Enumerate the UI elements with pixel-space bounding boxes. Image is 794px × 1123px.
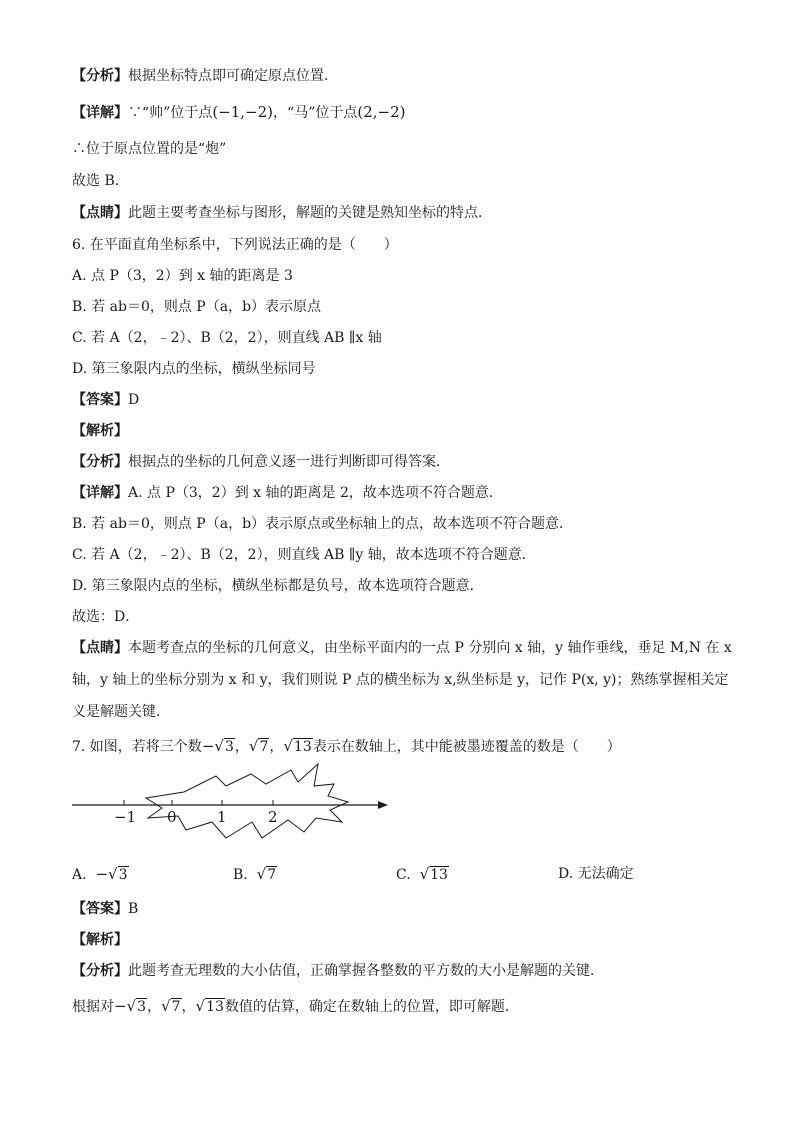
separator: ， bbox=[269, 739, 284, 755]
point-ma: (2,−2) bbox=[357, 103, 406, 121]
q6-choice: 故选：D． bbox=[72, 609, 140, 625]
minus-sign: − bbox=[114, 997, 127, 1015]
q6-option-d: D. 第三象限内点的坐标，横纵坐标同号 bbox=[72, 361, 316, 377]
tick-label-neg1: −1 bbox=[114, 808, 137, 826]
answer-tag: 【答案】 bbox=[72, 392, 128, 408]
sqrt-13: √13 bbox=[283, 737, 312, 755]
choice-line: 故选 B． bbox=[72, 173, 129, 189]
dianjing-line bbox=[72, 203, 492, 223]
conclusion-line: ∴位于原点位置的是“炮” bbox=[72, 141, 227, 157]
sqrt-3: √3 bbox=[126, 997, 147, 1015]
q6-detail-4: D. 第三象限内点的坐标，横纵坐标都是负号，故本选项符合题意． bbox=[72, 578, 484, 594]
answer-value: D bbox=[128, 392, 140, 408]
number-line-figure bbox=[66, 760, 396, 850]
sqrt-7: √7 bbox=[161, 997, 181, 1015]
q6-detail-3: C. 若 A（2，﹣2）、B（2，2），则直线 AB ∥y 轴，故本选项不符合题意． bbox=[72, 547, 536, 563]
q7-estimate-line bbox=[72, 996, 519, 1017]
q6-dianjing-3: 义是解题关键． bbox=[72, 704, 170, 720]
tick-label-1: 1 bbox=[217, 808, 227, 826]
q6-stem: 6. 在平面直角坐标系中，下列说法正确的是（ ） bbox=[72, 237, 398, 253]
q6-analysis bbox=[72, 452, 450, 472]
analysis-line bbox=[72, 66, 338, 86]
radicand-13: 13 bbox=[293, 739, 312, 755]
q7-analysis bbox=[72, 961, 604, 981]
radicand-7: 7 bbox=[267, 867, 277, 883]
answer-value: B bbox=[128, 901, 139, 917]
option-letter: B. bbox=[233, 867, 248, 883]
sqrt-3: √3 bbox=[108, 865, 128, 883]
radicand-7: 7 bbox=[259, 739, 269, 755]
dianjing-text: 本题考查点的坐标的几何意义，由坐标平面内的一点 P 分别向 x 轴，y 轴作垂线，垂足 M,N 在 x bbox=[128, 640, 732, 656]
q7-stem-suffix: 表示在数轴上，其中能被墨迹覆盖的数是（ ） bbox=[312, 739, 621, 755]
sqrt-3: √3 bbox=[214, 737, 234, 755]
q6-answer bbox=[72, 390, 139, 410]
minus-sign: − bbox=[95, 865, 109, 883]
option-letter: C. bbox=[396, 867, 411, 883]
detail-text: A. 点 P（3，2）到 x 轴的距离是 2，故本选项不符合题意． bbox=[128, 485, 503, 501]
q7-stem bbox=[72, 736, 621, 757]
q7-option-d: D. 无法确定 bbox=[558, 866, 634, 882]
estimate-suffix: 数值的估算，确定在数轴上的位置，即可解题． bbox=[224, 999, 519, 1015]
q6-option-a: A. 点 P（3，2）到 x 轴的距离是 3 bbox=[72, 268, 293, 284]
q6-dianjing-1 bbox=[72, 638, 732, 658]
analysis-text: 根据坐标特点即可确定原点位置． bbox=[128, 68, 338, 84]
radicand-3: 3 bbox=[224, 739, 234, 755]
radicand-3: 3 bbox=[137, 999, 147, 1015]
dianjing-text: 此题主要考查坐标与图形，解题的关键是熟知坐标的特点． bbox=[128, 205, 492, 221]
q7-option-a bbox=[72, 864, 129, 885]
sqrt-7: √7 bbox=[248, 737, 269, 755]
q6-option-c: C. 若 A（2，﹣2）、B（2，2），则直线 AB ∥x 轴 bbox=[72, 330, 382, 346]
detail-text-2: ，“马”位于点 bbox=[273, 105, 358, 121]
q6-dianjing-2: 轴，y 轴上的坐标分别为 x 和 y，我们则说 P 点的横坐标为 x,纵坐标是 y，记作 P(x, y)；熟练掌握相关定 bbox=[72, 672, 729, 688]
analysis-tag: 【分析】 bbox=[72, 68, 128, 84]
radicand-7: 7 bbox=[171, 999, 181, 1015]
analysis-tag: 【分析】 bbox=[72, 454, 128, 470]
detail-text-1: ∵“帅”位于点 bbox=[128, 105, 213, 121]
estimate-prefix: 根据对 bbox=[72, 999, 114, 1015]
sqrt-7: √7 bbox=[256, 865, 277, 883]
tick-label-2: 2 bbox=[268, 808, 278, 826]
sqrt-13: √13 bbox=[419, 865, 448, 883]
answer-tag: 【答案】 bbox=[72, 901, 128, 917]
analysis-tag: 【分析】 bbox=[72, 963, 128, 979]
separator: ， bbox=[234, 739, 249, 755]
q7-stem-prefix: 7. 如图，若将三个数 bbox=[72, 739, 202, 755]
separator: ， bbox=[147, 999, 162, 1015]
ink-blot bbox=[146, 764, 348, 838]
separator: ， bbox=[181, 999, 196, 1015]
q6-jiexi: 【解析】 bbox=[72, 423, 128, 439]
q7-jiexi: 【解析】 bbox=[72, 932, 128, 948]
q7-answer bbox=[72, 899, 138, 919]
dianjing-tag: 【点睛】 bbox=[72, 205, 128, 221]
radicand-3: 3 bbox=[118, 867, 128, 883]
tick-label-0: 0 bbox=[167, 808, 177, 826]
q6-detail-1 bbox=[72, 483, 503, 503]
analysis-text: 根据点的坐标的几何意义逐一进行判断即可得答案． bbox=[128, 454, 450, 470]
dianjing-tag: 【点睛】 bbox=[72, 640, 128, 656]
q6-option-b: B. 若 ab＝0，则点 P（a，b）表示原点 bbox=[72, 299, 322, 315]
point-shuai: (−1,−2) bbox=[212, 103, 274, 121]
detail-line bbox=[72, 102, 406, 123]
option-letter: A. bbox=[72, 867, 87, 883]
minus-sign: − bbox=[201, 737, 215, 755]
q6-detail-2: B. 若 ab＝0，则点 P（a，b）表示原点或坐标轴上的点，故本选项不符合题意． bbox=[72, 516, 574, 532]
sqrt-13: √13 bbox=[195, 997, 224, 1015]
detail-tag: 【详解】 bbox=[72, 105, 128, 121]
axis-arrow bbox=[378, 801, 388, 809]
q7-option-b bbox=[233, 864, 277, 885]
q7-option-c bbox=[396, 864, 449, 885]
analysis-text: 此题考查无理数的大小估值，正确掌握各整数的平方数的大小是解题的关键． bbox=[128, 963, 604, 979]
radicand-13: 13 bbox=[206, 999, 224, 1015]
radicand-13: 13 bbox=[430, 867, 448, 883]
detail-tag: 【详解】 bbox=[72, 485, 128, 501]
